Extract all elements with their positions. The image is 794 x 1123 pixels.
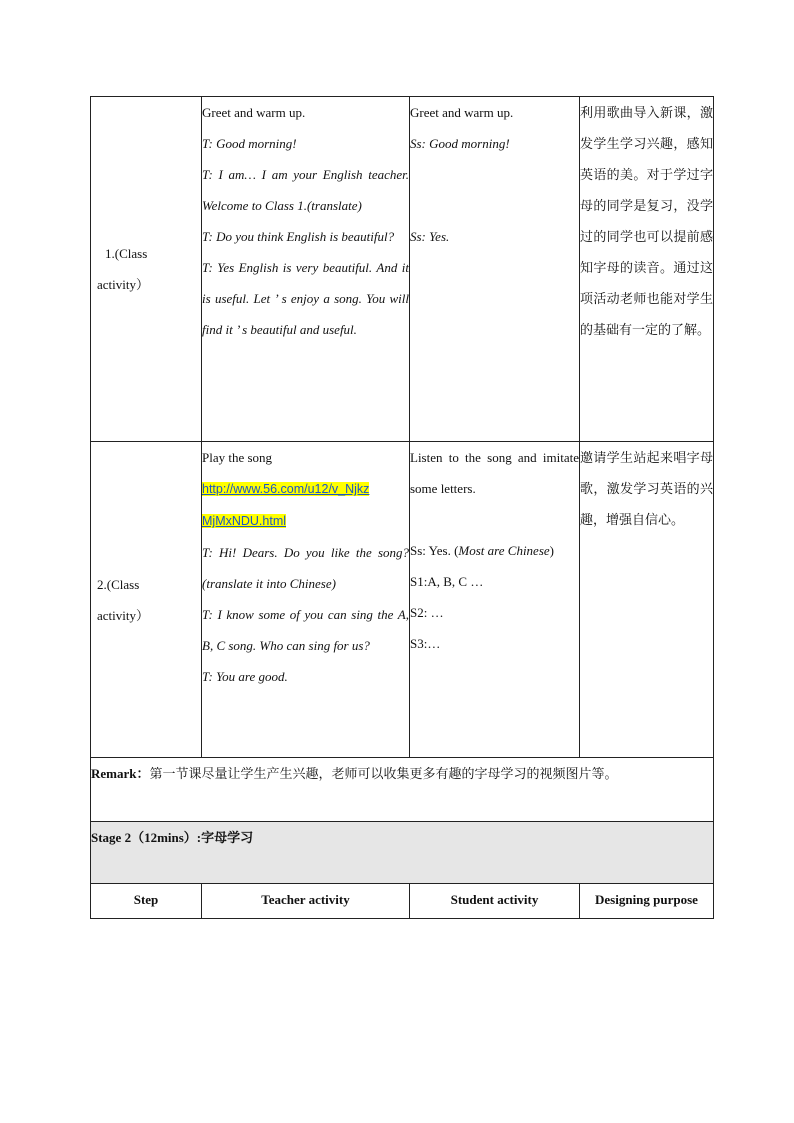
- teacher-line: T: I know some of you can sing the A, B, C song. Who can sing for us?: [202, 607, 409, 653]
- column-header-row: [91, 884, 714, 919]
- student-line: S3:…: [410, 636, 441, 651]
- step-label-line: 1.(Class: [105, 246, 148, 261]
- student-activity-heading: Listen to the song and imitate some letters.: [410, 450, 579, 496]
- step-cell: [91, 97, 202, 442]
- teacher-line: T: Hi! Dears. Do you like the song?(translate it into Chinese): [202, 545, 409, 591]
- designing-purpose-text: 邀请学生站起来唱字母歌，激发学习英语的兴趣，增强自信心。: [580, 450, 713, 527]
- student-activity-cell: [410, 442, 580, 758]
- designing-purpose-text: 利用歌曲导入新课，激发学生学习兴趣，感知英语的美。对于学过字母的同学是复习，没学过的同学也可以提前感知字母的读音。通过这项活动老师也能对学生的基础有一定的了解。: [580, 105, 713, 337]
- lesson-plan-table: [90, 96, 714, 919]
- designing-purpose-cell: [580, 442, 714, 758]
- student-line: S2: …: [410, 605, 444, 620]
- remark-cell: [91, 758, 714, 822]
- teacher-activity-heading: Greet and warm up.: [202, 105, 306, 120]
- student-activity-heading: Greet and warm up.: [410, 105, 514, 120]
- step-cell: [91, 442, 202, 758]
- stage-label: Stage 2（12mins）:: [91, 830, 202, 845]
- header-student-activity: Student activity: [410, 884, 580, 919]
- teacher-line: T: Good morning!: [202, 136, 297, 151]
- step-label-line: activity）: [97, 607, 149, 623]
- student-line: Ss: Good morning!: [410, 136, 510, 151]
- stage-cell: [91, 822, 714, 884]
- remark-row: [91, 758, 714, 822]
- teacher-activity-heading: Play the song: [202, 450, 273, 465]
- student-line: S1:A, B, C …: [410, 574, 484, 589]
- table-row: [91, 442, 714, 758]
- teacher-activity-cell: [202, 442, 410, 758]
- teacher-line: T: Do you think English is beautiful?: [202, 229, 395, 244]
- designing-purpose-cell: [580, 97, 714, 442]
- song-link-continued[interactable]: MjMxNDU.html: [202, 514, 287, 528]
- teacher-activity-cell: [202, 97, 410, 442]
- table-row: [91, 97, 714, 442]
- teacher-line: T: I am… I am your English teacher. Welcome to Class 1.(translate): [202, 167, 409, 213]
- step-label-line: activity）: [97, 277, 149, 292]
- student-line: Ss: Yes. (Most are Chinese): [410, 543, 554, 558]
- student-line: Ss: Yes.: [410, 229, 450, 244]
- header-step: Step: [91, 884, 202, 919]
- teacher-line: T: Yes English is very beautiful. And it is useful. Let ’ s enjoy a song. You will find it ’ s beautiful and useful.: [202, 260, 409, 337]
- song-link[interactable]: http://www.56.com/u12/v_Njkz: [202, 482, 370, 496]
- step-label-line: 2.(Class: [97, 576, 140, 592]
- remark-label: Remark：: [91, 766, 150, 781]
- teacher-line: T: You are good.: [202, 669, 288, 684]
- header-teacher-activity: Teacher activity: [202, 884, 410, 919]
- header-designing-purpose: Designing purpose: [580, 884, 714, 919]
- student-activity-cell: [410, 97, 580, 442]
- stage-row: [91, 822, 714, 884]
- remark-text: 第一节课尽量让学生产生兴趣，老师可以收集更多有趣的字母学习的视频图片等。: [149, 766, 618, 781]
- stage-title: 字母学习: [201, 830, 254, 845]
